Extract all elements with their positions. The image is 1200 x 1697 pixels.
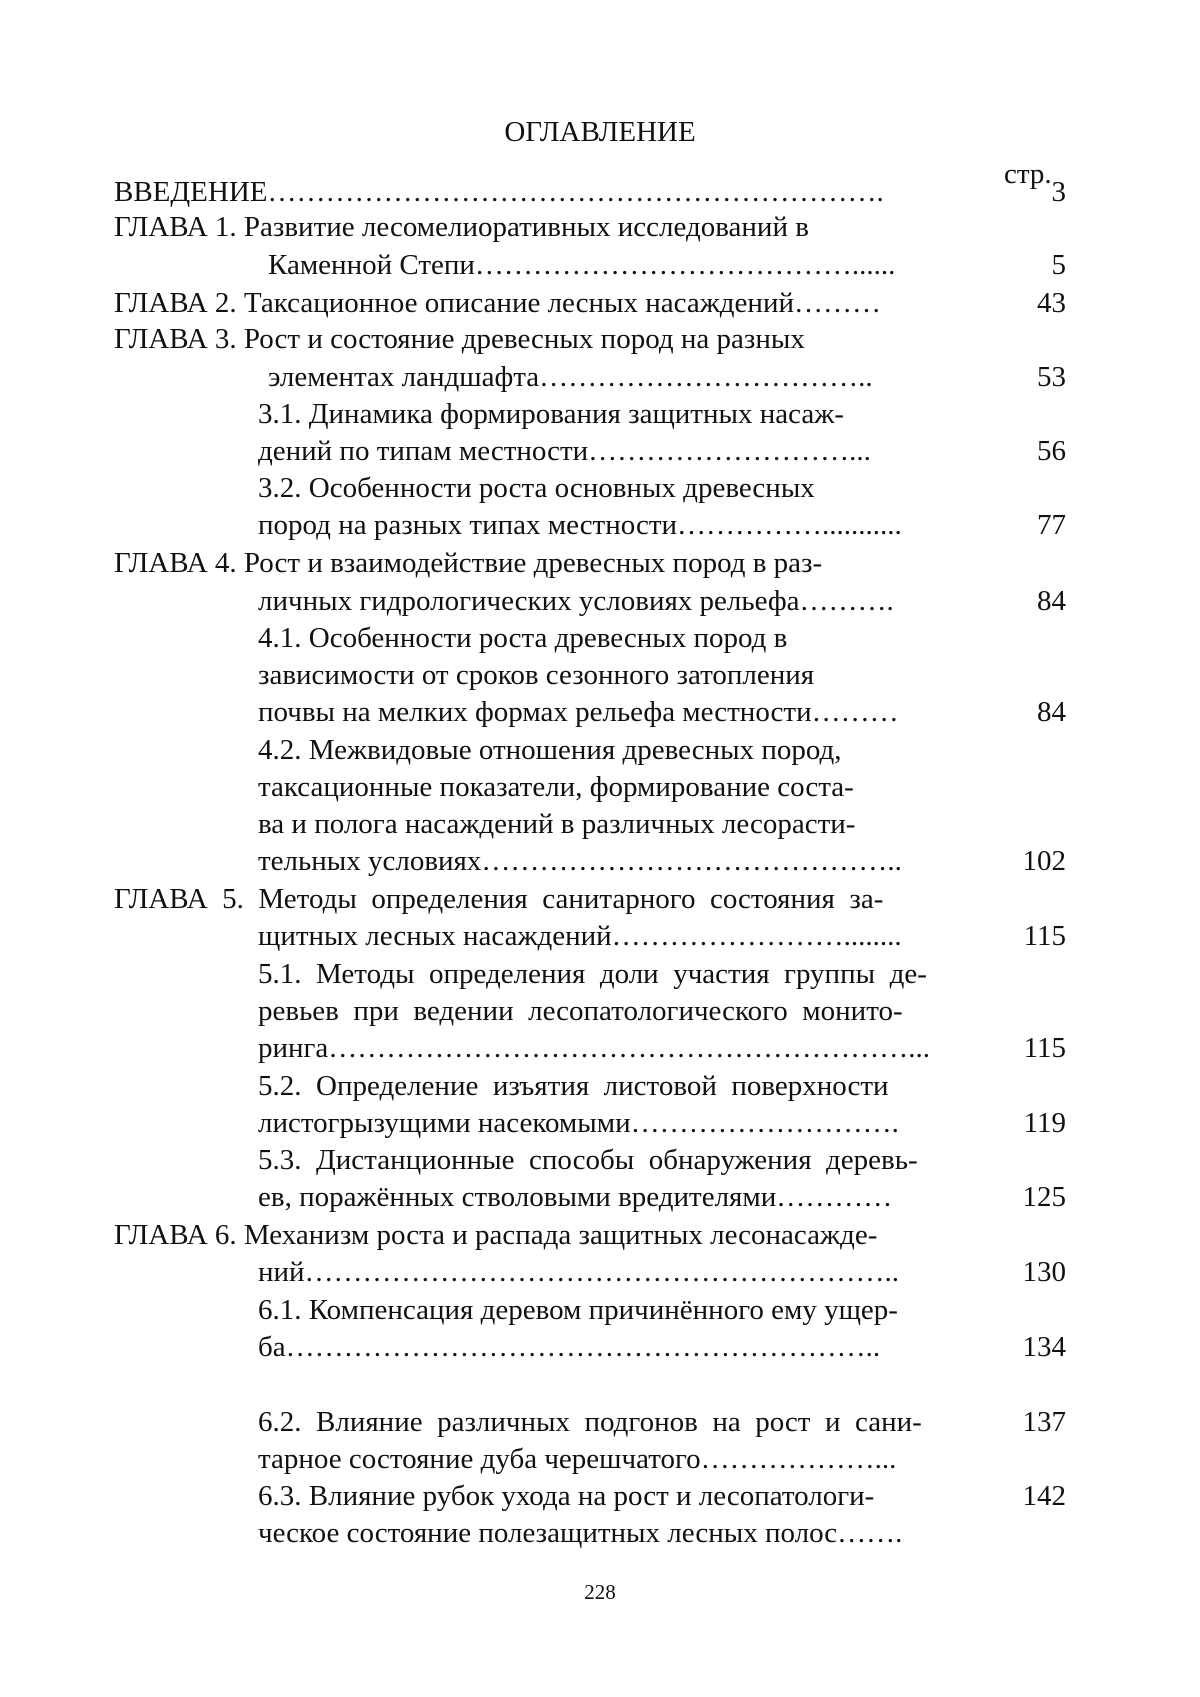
toc-line: 5.3. Дистанционные способы обнаружения деревь- bbox=[258, 1144, 918, 1176]
toc-line: 4.1. Особенности роста древесных пород в bbox=[258, 622, 788, 654]
toc-line: 5.1. Методы определения доли участия группы де- bbox=[258, 958, 927, 990]
page-number: 102 bbox=[1022, 845, 1066, 877]
page-number: 137 bbox=[1022, 1406, 1066, 1438]
page-number: 115 bbox=[1023, 1032, 1066, 1064]
page-number: 43 bbox=[1037, 287, 1066, 319]
page-number: 77 bbox=[1037, 509, 1066, 541]
page-number: 53 bbox=[1037, 361, 1066, 393]
page-number: 130 bbox=[1022, 1256, 1066, 1288]
toc-line: ГЛАВА 3. Рост и состояние древесных пород на разных bbox=[114, 323, 805, 355]
page-number: 134 bbox=[1022, 1331, 1066, 1363]
toc-line: личных гидрологических условиях рельефа………. bbox=[258, 585, 894, 617]
toc-line: 6.2. Влияние различных подгонов на рост и сани- bbox=[258, 1406, 922, 1438]
toc-line: листогрызущими насекомыми………………………. bbox=[258, 1107, 899, 1139]
toc-line: ревьев при ведении лесопатологического монито- bbox=[258, 995, 903, 1027]
toc-line: 6.1. Компенсация деревом причинённого ему ущер- bbox=[258, 1294, 898, 1326]
toc-line: 3.1. Динамика формирования защитных насаж- bbox=[258, 398, 844, 430]
toc-line: тарное состояние дуба черешчатого………………... bbox=[258, 1443, 897, 1475]
page-number: 142 bbox=[1022, 1480, 1066, 1512]
page-number: 56 bbox=[1037, 435, 1066, 467]
page-number: 119 bbox=[1023, 1107, 1066, 1139]
toc-line: зависимости от сроков сезонного затопления bbox=[258, 659, 815, 691]
toc-line: Каменной Степи…………………………………...... bbox=[268, 249, 896, 281]
toc-line: ГЛАВА 5. Методы определения санитарного состояния за- bbox=[114, 883, 884, 915]
toc-line: ГЛАВА 4. Рост и взаимодействие древесных пород в раз- bbox=[114, 547, 823, 579]
toc-line: таксационные показатели, формирование соста- bbox=[258, 771, 854, 803]
toc-line: ВВЕДЕНИЕ………………………………………………………. bbox=[114, 176, 884, 208]
toc-line: ний…………………………………………………….. bbox=[258, 1256, 900, 1288]
toc-line: тельных условиях…………………………………….. bbox=[258, 845, 902, 877]
toc-line: элементах ландшафта…………………………….. bbox=[268, 361, 873, 393]
toc-line: почвы на мелких формах рельефа местности……… bbox=[258, 696, 899, 728]
toc-line: ва и полога насаждений в различных лесорасти- bbox=[258, 808, 856, 840]
toc-line: ГЛАВА 2. Таксационное описание лесных насаждений……… bbox=[114, 287, 881, 319]
toc-line: щитных лесных насаждений……………………........ bbox=[258, 920, 902, 952]
toc-line: ринга……………………………………………………... bbox=[258, 1032, 931, 1064]
folio-page-number: 228 bbox=[584, 1580, 616, 1604]
page-number: 5 bbox=[1051, 249, 1066, 281]
toc-line: 5.2. Определение изъятия листовой поверхности bbox=[258, 1070, 889, 1102]
page-number: 84 bbox=[1037, 585, 1066, 617]
toc-line: 3.2. Особенности роста основных древесных bbox=[258, 472, 815, 504]
toc-line: ческое состояние полезащитных лесных полос……. bbox=[258, 1517, 903, 1549]
page-number: 125 bbox=[1022, 1181, 1066, 1213]
page-number: 84 bbox=[1037, 696, 1066, 728]
toc-line: ба…………………………………………………….. bbox=[258, 1331, 881, 1363]
toc-line: 6.3. Влияние рубок ухода на рост и лесопатологи- bbox=[258, 1480, 875, 1512]
toc-line: ев, поражённых стволовыми вредителями………… bbox=[258, 1181, 893, 1213]
toc-line: ГЛАВА 6. Механизм роста и распада защитных лесонасажде- bbox=[114, 1219, 878, 1251]
toc-title: ОГЛАВЛЕНИЕ bbox=[504, 116, 696, 148]
toc-line: ГЛАВА 1. Развитие лесомелиоративных исследований в bbox=[114, 211, 809, 243]
toc-line: дений по типам местности………………………... bbox=[258, 435, 871, 467]
toc-line: 4.2. Межвидовые отношения древесных пород, bbox=[258, 734, 842, 766]
page-number: 3 bbox=[1051, 176, 1066, 208]
page-column-header: стр. bbox=[1004, 158, 1052, 190]
page-number: 115 bbox=[1023, 920, 1066, 952]
toc-line: пород на разных типах местности……………........... bbox=[258, 509, 902, 541]
